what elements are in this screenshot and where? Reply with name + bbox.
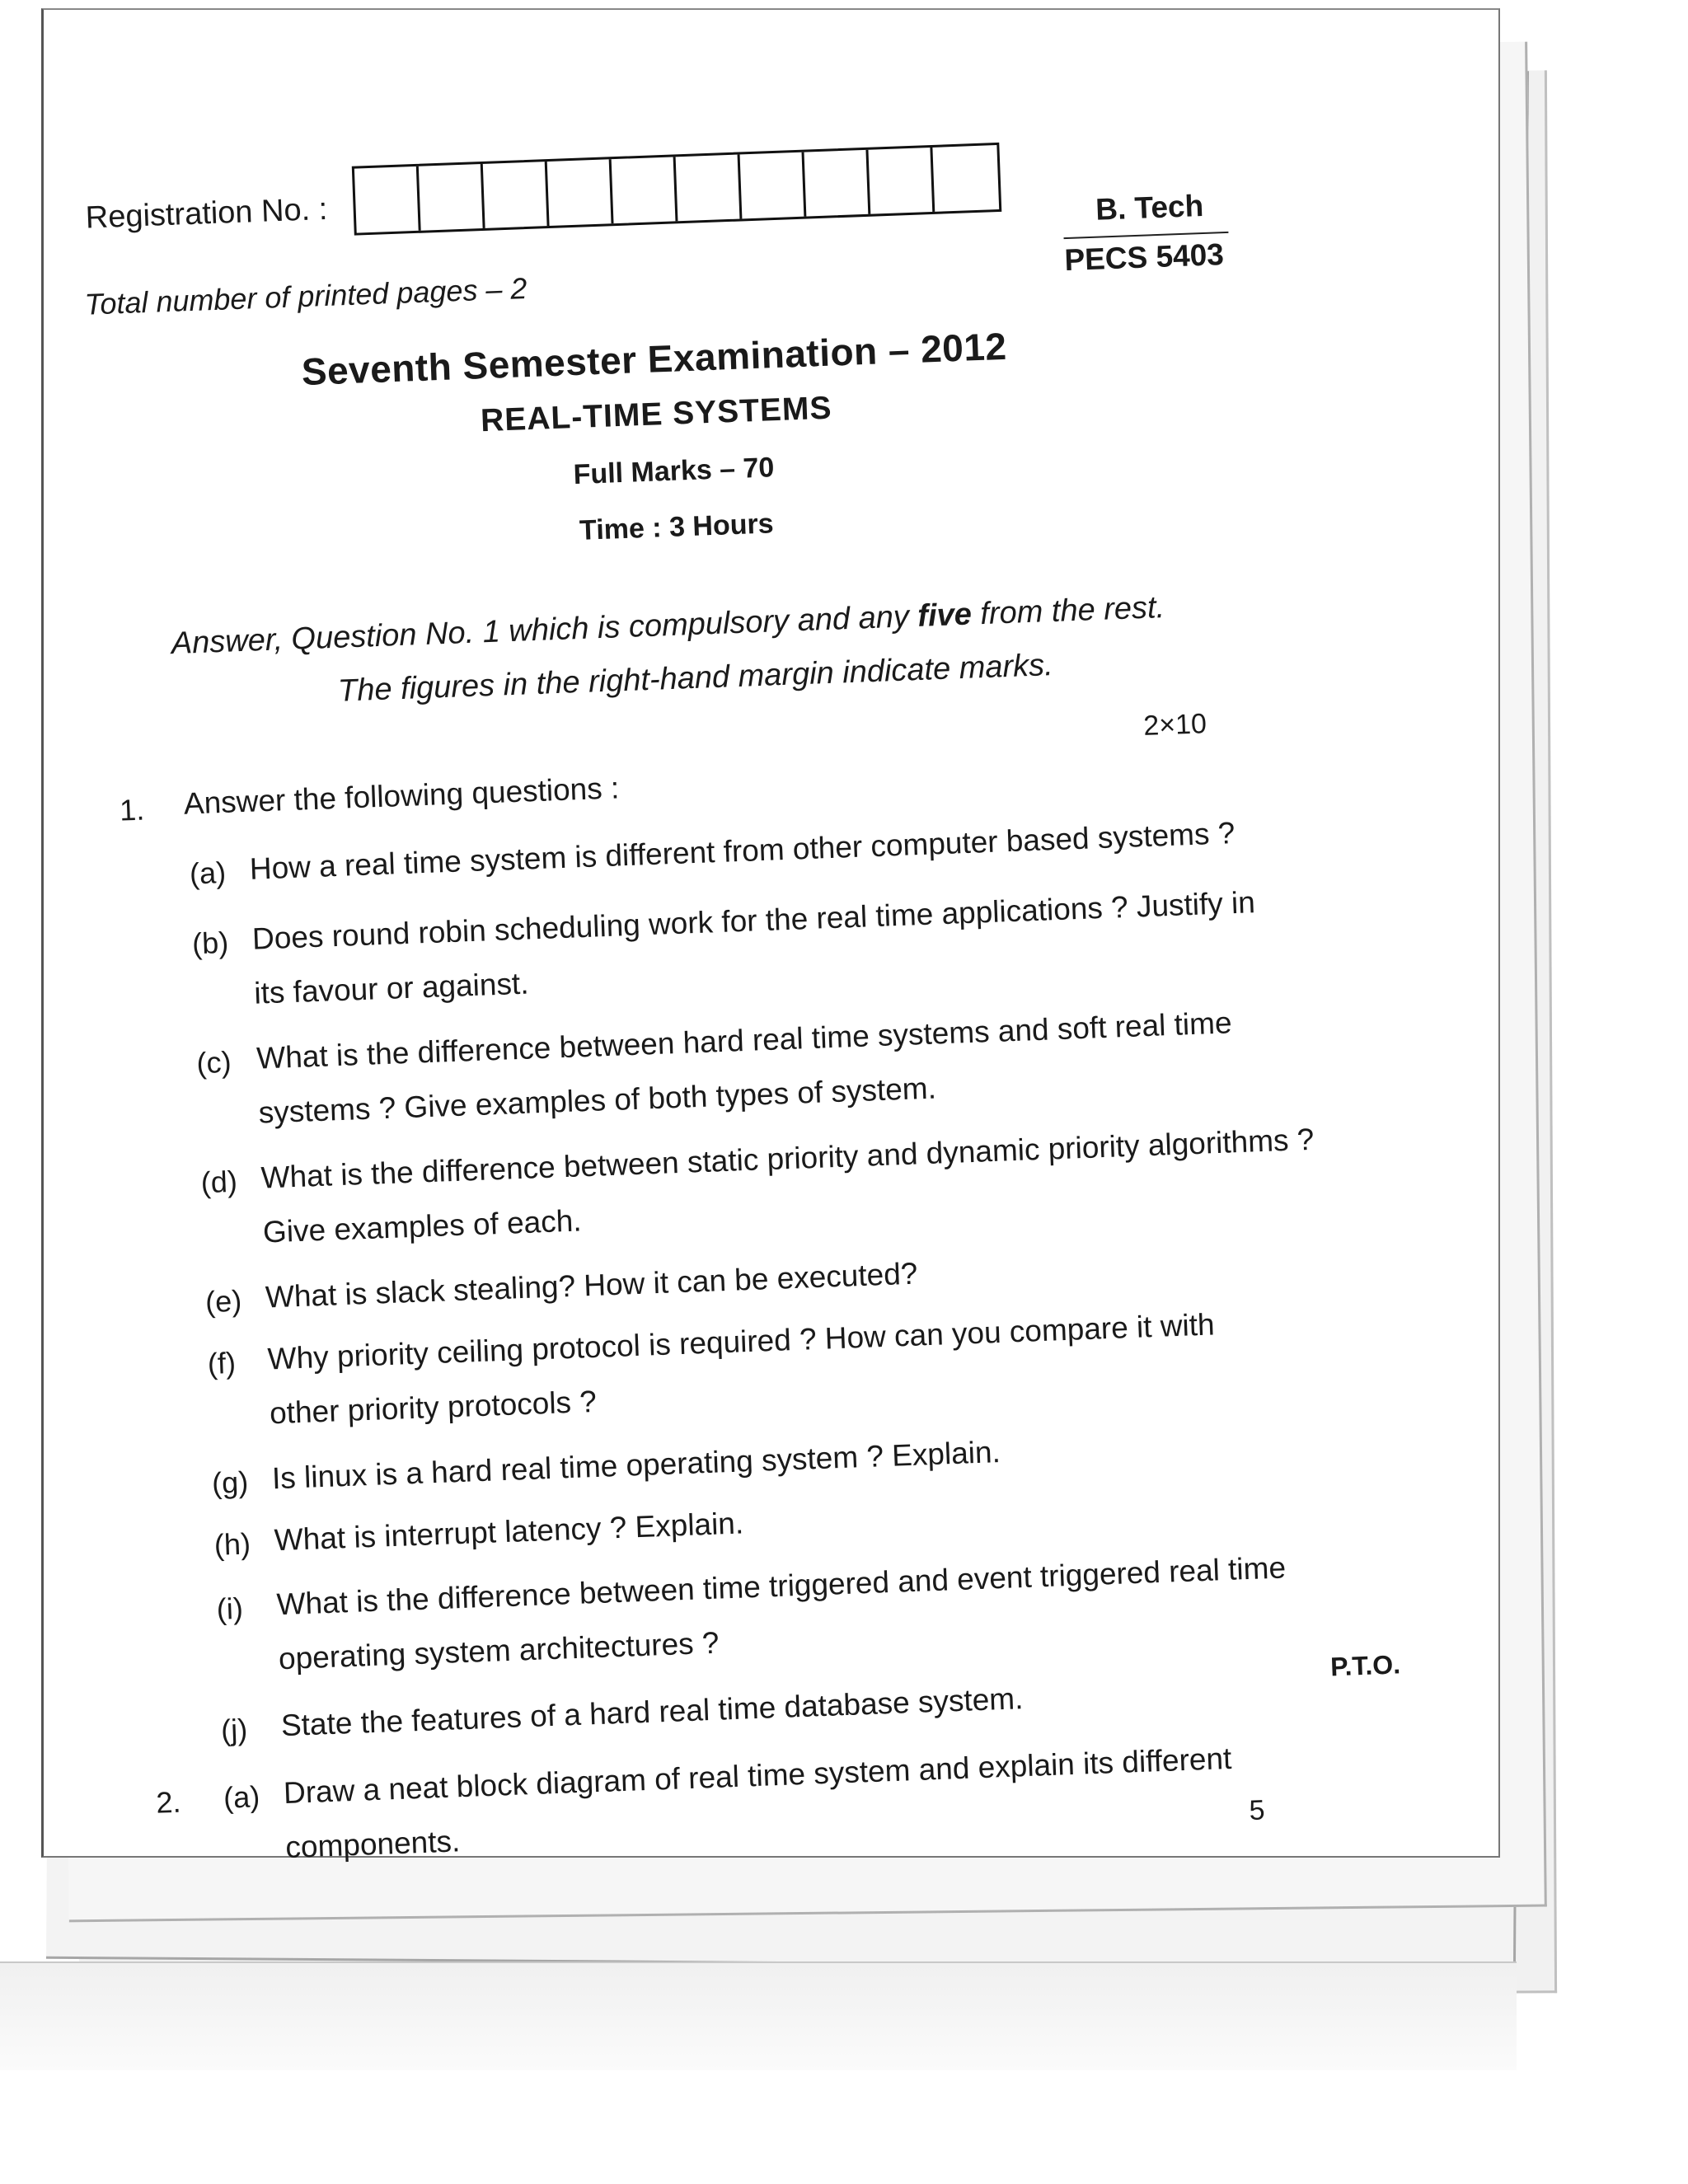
registration-digit-box[interactable] [868,148,935,214]
part-text: What is the difference between time triggered and event triggered real time [275,1550,1287,1622]
registration-digit-box[interactable] [483,162,550,228]
part-text: its favour or against. [253,966,530,1010]
exam-title: Seventh Semester Examination – 2012 [300,324,1008,394]
part-label: (a) [189,855,227,891]
subject-title: REAL-TIME SYSTEMS [480,390,833,439]
part-text: systems ? Give examples of both types of system. [258,1071,937,1130]
instruction-text: from the rest. [971,589,1165,632]
registration-digit-box[interactable] [354,166,421,233]
part-label: (b) [191,925,229,961]
full-marks: Full Marks – 70 [572,452,775,491]
part-label: (c) [195,1044,232,1080]
part-text: Why priority ceiling protocol is required ? How can you compare it with [266,1307,1216,1376]
part-text: How a real time system is different from other computer based systems ? [249,816,1236,886]
registration-digit-box[interactable] [612,157,678,223]
part-text: other priority protocols ? [269,1384,598,1431]
part-text: What is interrupt latency ? Explain. [274,1506,744,1558]
part-label: (j) [220,1712,248,1747]
part-label: (g) [211,1465,249,1501]
part-text: Give examples of each. [262,1203,583,1249]
part-text: What is the difference between hard real time systems and soft real time [256,1005,1233,1076]
part-label: (f) [207,1345,237,1381]
part-label: (i) [216,1591,244,1626]
part-text: operating system architectures ? [278,1625,720,1676]
part-label: (a) [223,1779,260,1815]
printed-pages-note: Total number of printed pages – 2 [83,271,528,321]
time-allowed: Time : 3 Hours [579,508,775,546]
registration-number-boxes [352,143,1002,236]
registration-digit-box[interactable] [932,145,999,212]
part-marks: 5 [1248,1794,1266,1827]
instruction-line-2: The figures in the right-hand margin indicate marks. [337,647,1054,709]
part-text: Draw a neat block diagram of real time system and explain its different [283,1741,1233,1811]
part-text: components. [284,1824,461,1865]
please-turn-over: P.T.O. [1329,1649,1401,1682]
registration-digit-box[interactable] [740,152,807,219]
registration-digit-box[interactable] [804,150,871,217]
question-number: 2. [155,1784,182,1820]
instruction-emphasis: five [917,597,973,634]
part-text: What is slack stealing? How it can be executed? [265,1256,918,1315]
part-text: Is linux is a hard real time operating system ? Explain. [271,1434,1001,1496]
part-text: What is the difference between static priority and dynamic priority algorithms ? [260,1122,1315,1195]
part-label: (e) [204,1283,242,1319]
degree-label: B. Tech [1095,188,1204,227]
instruction-text: Answer, Question No. 1 which is compulsory and any [171,598,919,662]
registration-label: Registration No. : [85,191,329,236]
registration-digit-box[interactable] [547,159,614,226]
question-marks: 2×10 [1142,708,1207,742]
part-text: State the features of a hard real time database system. [280,1681,1025,1743]
question-number: 1. [119,792,145,827]
registration-digit-box[interactable] [676,154,743,221]
part-label: (d) [200,1164,238,1200]
registration-digit-box[interactable] [419,164,485,231]
question-intro: Answer the following questions : [183,771,620,821]
part-text: Does round robin scheduling work for the real time applications ? Justify in [251,885,1256,956]
course-code: PECS 5403 [1063,237,1225,278]
part-label: (h) [213,1526,251,1562]
